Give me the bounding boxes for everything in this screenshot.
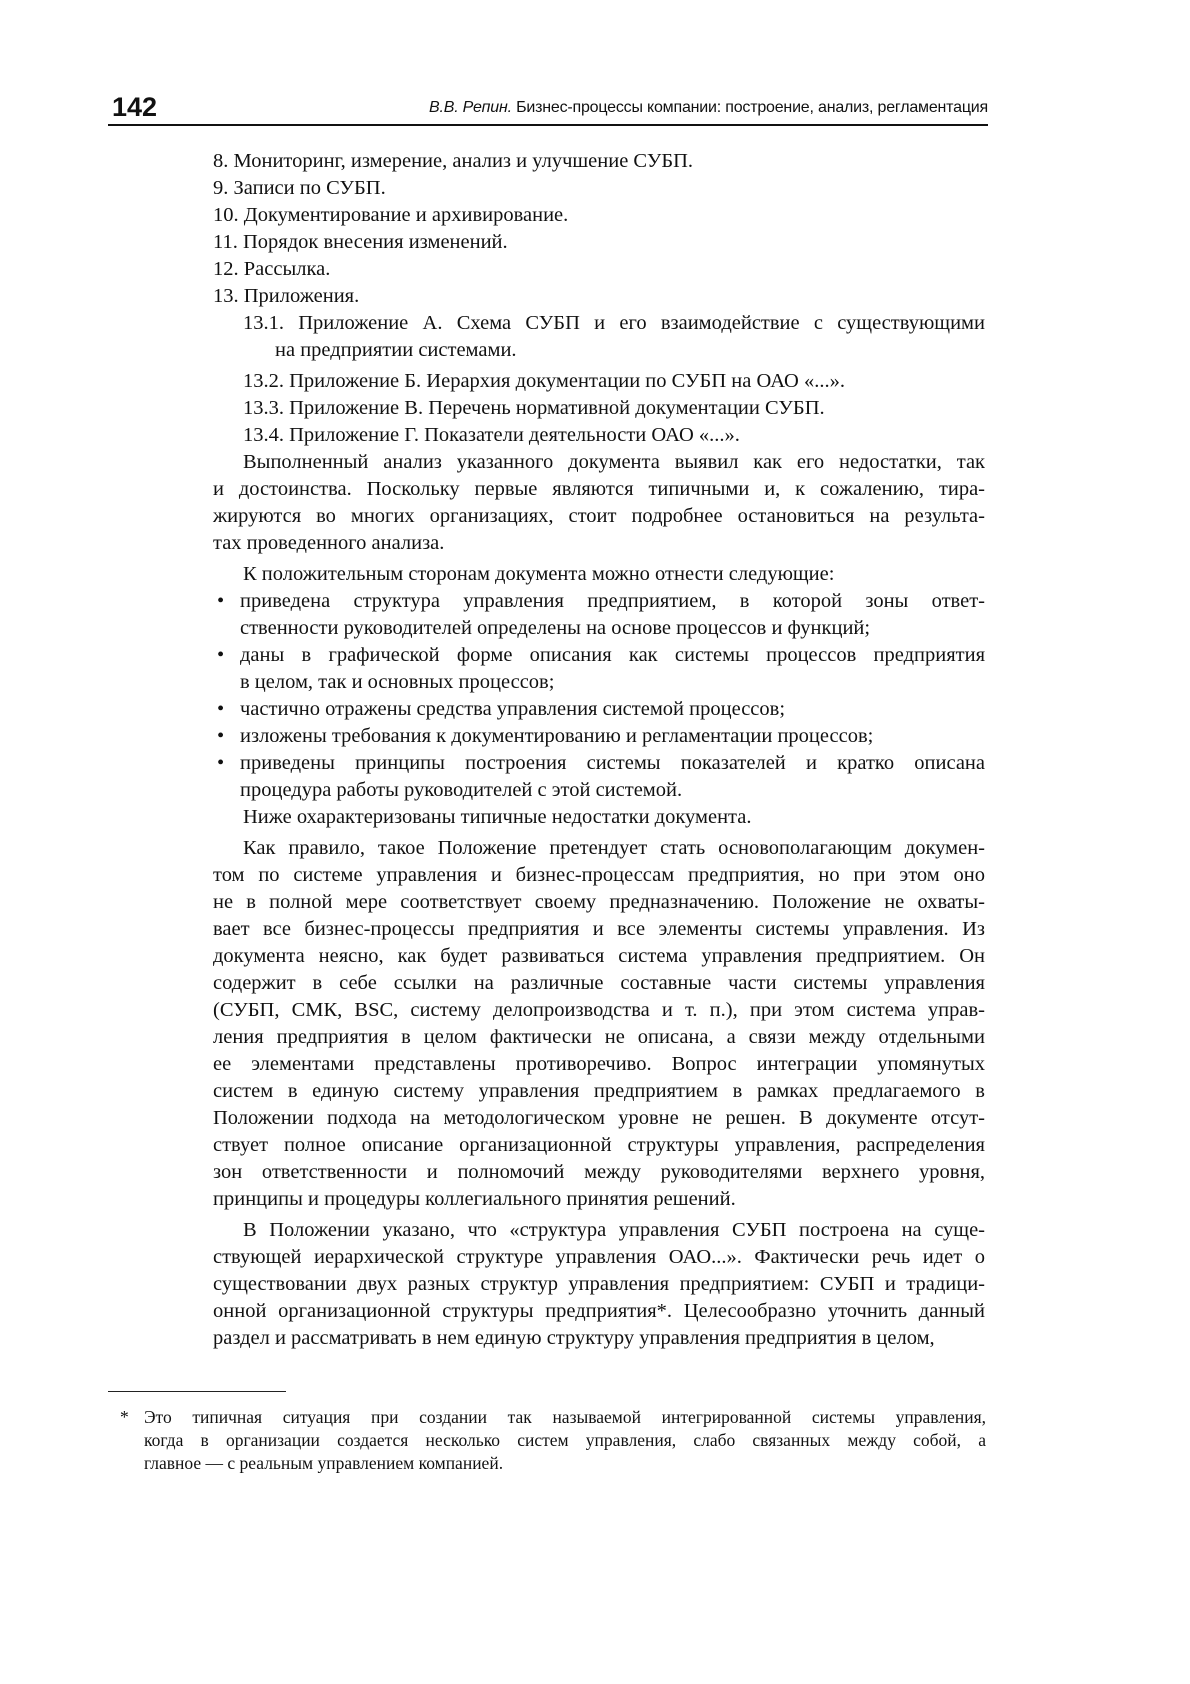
bullet-item (213, 696, 985, 723)
text-line: ствует полное описание организационной структуры управления, распределения (213, 1134, 985, 1156)
text-line: ее элементами представлены противоречиво. Вопрос интеграции упомянутых (213, 1053, 985, 1075)
bullet-icon: • (217, 698, 225, 720)
text-line: частично отражены средства управления системой процессов; (240, 698, 786, 720)
text-line: зон ответственности и полномочий между руководителями верхнего уровня, (213, 1161, 985, 1183)
text-line: приведена структура управления предприятием, в которой зоны ответ- (240, 590, 985, 612)
footnote-line: когда в организации создается несколько систем управления, слабо связанных между собой, а (144, 1430, 986, 1450)
text-line: существовании двух разных структур управления предприятием: СУБП и традици- (213, 1273, 985, 1295)
list-item (213, 175, 985, 202)
text-line: онной организационной структуры предприятия*. Целесообразно уточнить данный (213, 1300, 985, 1322)
bullet-item (213, 750, 985, 804)
text-line: Выполненный анализ указанного документа выявил как его недостатки, так (243, 451, 985, 473)
text-line: том по системе управления и бизнес-процессам предприятия, но при этом оно (213, 864, 985, 886)
text-line: жируются во многих организациях, стоит подробнее остановиться на результа- (213, 505, 985, 527)
text-line: (СУБП, СМК, BSC, систему делопроизводства и т. п.), при этом система управ- (213, 999, 985, 1021)
text-line: и достоинства. Поскольку первые являются типичными и, к сожалению, тира- (213, 478, 985, 500)
bullet-icon: • (217, 590, 225, 612)
text-line: на предприятии системами. (275, 339, 517, 361)
list-item (213, 368, 985, 395)
list-item (213, 395, 985, 422)
text-line: 8. Мониторинг, измерение, анализ и улучшение СУБП. (213, 150, 694, 172)
text-line: К положительным сторонам документа можно отнести следующие: (243, 563, 835, 585)
text-line: 13.2. Приложение Б. Иерархия документации по СУБП на ОАО «...». (243, 370, 845, 392)
text-line: 10. Документирование и архивирование. (213, 204, 569, 226)
list-item (213, 310, 985, 364)
text-line: систем в единую систему управления предприятием в рамках предлагаемого в (213, 1080, 985, 1102)
list-item (213, 229, 985, 256)
bullet-icon: • (217, 725, 225, 747)
bullet-icon: • (217, 752, 225, 774)
text-line: 13.3. Приложение В. Перечень нормативной документации СУБП. (243, 397, 825, 419)
text-line: 9. Записи по СУБП. (213, 177, 386, 199)
footnote-divider (108, 1391, 286, 1392)
list-item (213, 256, 985, 283)
paragraph (213, 449, 985, 557)
paragraph (213, 1217, 985, 1352)
text-line: в целом, так и основных процессов; (240, 671, 555, 693)
footnote-marker: * (120, 1407, 129, 1427)
text-line: 12. Рассылка. (213, 258, 331, 280)
list-item (213, 202, 985, 229)
bullet-item (213, 723, 985, 750)
text-line: процедура работы руководителей с этой системой. (240, 779, 683, 801)
text-line: Ниже охарактеризованы типичные недостатки документа. (243, 806, 752, 828)
text-line: принципы и процедуры коллегиального принятия решений. (213, 1188, 736, 1210)
footnote-line: Это типичная ситуация при создании так называемой интегрированной системы управления, (144, 1407, 986, 1427)
text-line: вает все бизнес-процессы предприятия и все элементы системы управления. Из (213, 918, 985, 940)
main-text (213, 148, 985, 1352)
page-number: 142 (112, 92, 158, 122)
text-line: 13.4. Приложение Г. Показатели деятельности ОАО «...». (243, 424, 740, 446)
list-item (213, 422, 985, 449)
running-title (429, 98, 988, 118)
text-line: 13. Приложения. (213, 285, 360, 307)
list-item (213, 283, 985, 310)
bullet-icon: • (217, 644, 225, 666)
text-line: тах проведенного анализа. (213, 532, 445, 554)
text-line: 11. Порядок внесения изменений. (213, 231, 508, 253)
text-line: изложены требования к документированию и регламентации процессов; (240, 725, 874, 747)
text-line: не в полной мере соответствует своему предназначению. Положение не охваты- (213, 891, 985, 913)
bullet-item (213, 588, 985, 642)
text-line: Как правило, такое Положение претендует стать основополагающим докумен- (243, 837, 985, 859)
footnote-line: главное — с реальным управлением компанией. (144, 1453, 504, 1473)
text-line: даны в графической форме описания как системы процессов предприятия (240, 644, 985, 666)
running-header (108, 92, 988, 126)
text-line: В Положении указано, что «структура управления СУБП построена на суще- (243, 1219, 985, 1241)
text-line: раздел и рассматривать в нем единую структуру управления предприятия в целом, (213, 1327, 935, 1349)
text-line: содержит в себе ссылки на различные составные части системы управления (213, 972, 985, 994)
bullet-item (213, 642, 985, 696)
text-line: ствующей иерархической структуре управления ОАО...». Фактически речь идет о (213, 1246, 985, 1268)
book-title: Бизнес-процессы компании: построение, анализ, регламентация (516, 99, 988, 116)
paragraph (213, 561, 985, 588)
text-line: документа неясно, как будет развиваться система управления предприятием. Он (213, 945, 985, 967)
text-line: приведены принципы построения системы показателей и кратко описана (240, 752, 985, 774)
text-line: ления предприятия в целом фактически не описана, а связи между отдельными (213, 1026, 985, 1048)
paragraph (213, 804, 985, 831)
text-line: ственности руководителей определены на основе процессов и функций; (240, 617, 871, 639)
text-line: 13.1. Приложение А. Схема СУБП и его взаимодействие с существующими (243, 312, 985, 334)
text-line: Положении подхода на методологическом уровне не решен. В документе отсут- (213, 1107, 985, 1129)
footnote (120, 1406, 986, 1475)
author-name: В.В. Репин. (429, 99, 512, 116)
list-item (213, 148, 985, 175)
paragraph (213, 835, 985, 1213)
